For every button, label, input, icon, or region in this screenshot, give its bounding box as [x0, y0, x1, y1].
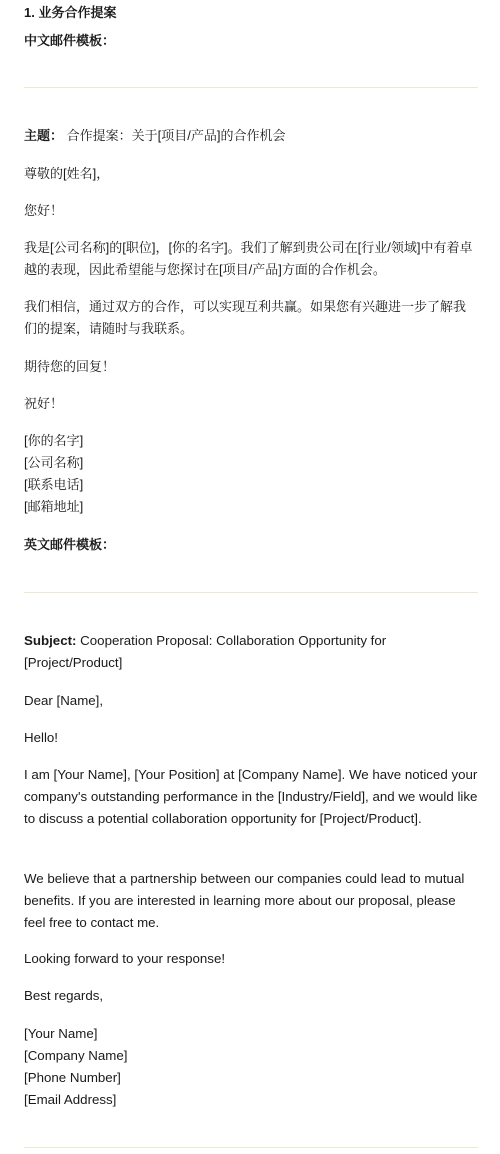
- divider: [24, 87, 478, 88]
- chinese-signature-name: [你的名字]: [24, 433, 84, 448]
- divider: [24, 592, 478, 593]
- english-hello: Hello!: [24, 730, 58, 745]
- english-greeting: Dear [Name],: [24, 693, 104, 708]
- english-signature-phone: [Phone Number]: [24, 1070, 121, 1085]
- english-signature-email: [Email Address]: [24, 1092, 117, 1107]
- chinese-hello: 您好！: [24, 203, 64, 218]
- chinese-subject-label: 主题：: [24, 128, 64, 143]
- english-subject-text: Cooperation Proposal: Collaboration Opportunity for [Project/Product]: [24, 633, 387, 670]
- chinese-signature: [24, 430, 478, 518]
- english-subject: [24, 630, 478, 674]
- english-closing-2: Best regards,: [24, 988, 104, 1003]
- section-title: 1. 业务合作提案: [24, 5, 117, 20]
- english-paragraph-1: I am [Your Name], [Your Position] at [Company Name]. We have noticed your company's outstanding performance in the [Industry/Field], and we would like to discuss a potential collaboration opportunity for [Project/Product].: [24, 767, 478, 826]
- english-subject-label: Subject:: [24, 633, 77, 648]
- chinese-closing-1: 期待您的回复！: [24, 359, 116, 374]
- chinese-template-heading: 中文邮件模板：: [24, 33, 116, 48]
- chinese-paragraph-1: 我是[公司名称]的[职位]，[你的名字]。我们了解到贵公司在[行业/领域]中有着卓越的表现，因此希望能与您探讨在[项目/产品]方面的合作机会。: [24, 240, 473, 277]
- english-template-heading: 英文邮件模板：: [24, 537, 116, 552]
- english-closing-1: Looking forward to your response!: [24, 951, 226, 966]
- chinese-subject: [24, 125, 478, 147]
- chinese-signature-email: [邮箱地址]: [24, 499, 84, 514]
- chinese-greeting: 尊敬的[姓名]，: [24, 166, 110, 181]
- english-signature: [24, 1023, 478, 1111]
- chinese-signature-company: [公司名称]: [24, 455, 84, 470]
- chinese-subject-text: 合作提案：关于[项目/产品]的合作机会: [66, 128, 286, 143]
- english-paragraph-2: We believe that a partnership between our companies could lead to mutual benefits. If you are interested in learning more about our proposal, please feel free to contact me.: [24, 871, 465, 930]
- chinese-closing-2: 祝好！: [24, 396, 64, 411]
- english-signature-name: [Your Name]: [24, 1026, 98, 1041]
- english-signature-company: [Company Name]: [24, 1048, 128, 1063]
- divider: [24, 1147, 478, 1148]
- chinese-signature-phone: [联系电话]: [24, 477, 84, 492]
- chinese-paragraph-2: 我们相信，通过双方的合作，可以实现互利共赢。如果您有兴趣进一步了解我们的提案，请随时与我联系。: [24, 299, 467, 336]
